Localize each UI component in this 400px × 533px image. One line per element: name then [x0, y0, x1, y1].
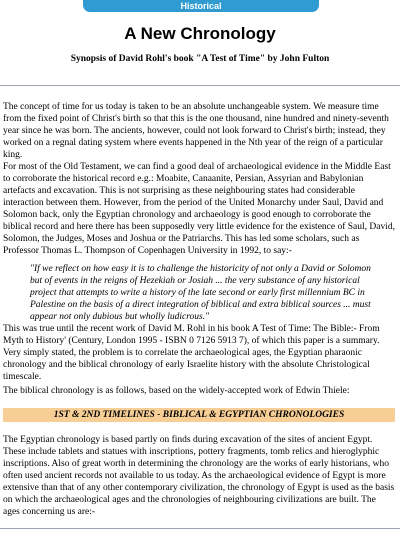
timeline-heading: 1ST & 2ND TIMELINES - BIBLICAL & EGYPTIAN CHRONOLOGIES [3, 408, 395, 422]
biblical-chronology-paragraph: The biblical chronology is as follows, based on the widely-accepted work of Edwin Thiele: [3, 386, 350, 396]
rohl-paragraph: This was true until the recent work of David M. Rohl in his book A Test of Time: The Bible:- From Myth to History' (Century, London 1995 - ISBN 0 7126 5913 7), of which this paper is a summary. Very simply stated, the problem is to correlate the archaeological ages, the Egyptian pharaonic chronology and the biblical chronology of early Israelite history with the absolute Christological timescale. [3, 324, 380, 382]
thompson-quote: "If we reflect on how easy it is to challenge the historicity of not only a David or Solomon but of events in the reigns of Hezekiah or Josiah ... the very substance of any historical project that attempts to write a history of the late second or early first millennium BC in Palestine on the basis of a direct integration of biblical and extra biblical sources ... must appear not only dubious but wholly ludicrous." [30, 264, 371, 322]
page-title: A New Chronology [124, 24, 276, 43]
evidence-paragraph: For most of the Old Testament, we can find a good deal of archaeological evidence in the Middle East to corroborate the historical record e.g.: Moabite, Canaanite, Persian, Assyrian and Babylonian artefacts and excavation. This is not surprising as these neighbouring states had considerable interaction between them. However, from the period of the United Monarchy under Saul, David and Solomon back, only the Egyptian chronology and archaeology is good enough to corroborate the biblical record and here there has been supposedly very little evidence for the existence of Saul, David, Solomon, the Judges, Moses and Joshua or the Patriarchs. This has led some scholars, such as Professor Thomas L. Thompson of Copenhagen University in 1992, to say:- [3, 162, 395, 256]
section-tab[interactable]: Historical [83, 0, 319, 12]
divider-top [0, 85, 400, 86]
egyptian-chronology-paragraph: The Egyptian chronology is based partly on finds during excavation of the sites of ancient Egypt. These include tablets and statues with inscriptions, pottery fragments, tomb relics and hieroglyphic inscriptions. Also of great worth in determining the chronology are the works of early historians, who often used ancient records not available to us today. As the archaeological evidence of Egypt is more extensive than that of any other contemporary civilization, the chronology of Egypt is used as the basis on which the archaeological ages and the chronologies of neighbouring civilizations are built. The ages concerning us are:- [3, 435, 395, 517]
divider-bottom [0, 528, 400, 529]
intro-paragraph: The concept of time for us today is taken to be an absolute unchangeable system. We measure time from the fixed point of Christ's birth so that this is the one thousand, nine hundred and ninety-seventh year since he was born. The ancients, however, could not look forward to Christ's birth; instead, they worked on a regnal dating system where events happened in the Nth year of the reign of a particular king. [3, 102, 389, 160]
page-subtitle: Synopsis of David Rohl's book "A Test of Time" by John Fulton [70, 54, 330, 64]
